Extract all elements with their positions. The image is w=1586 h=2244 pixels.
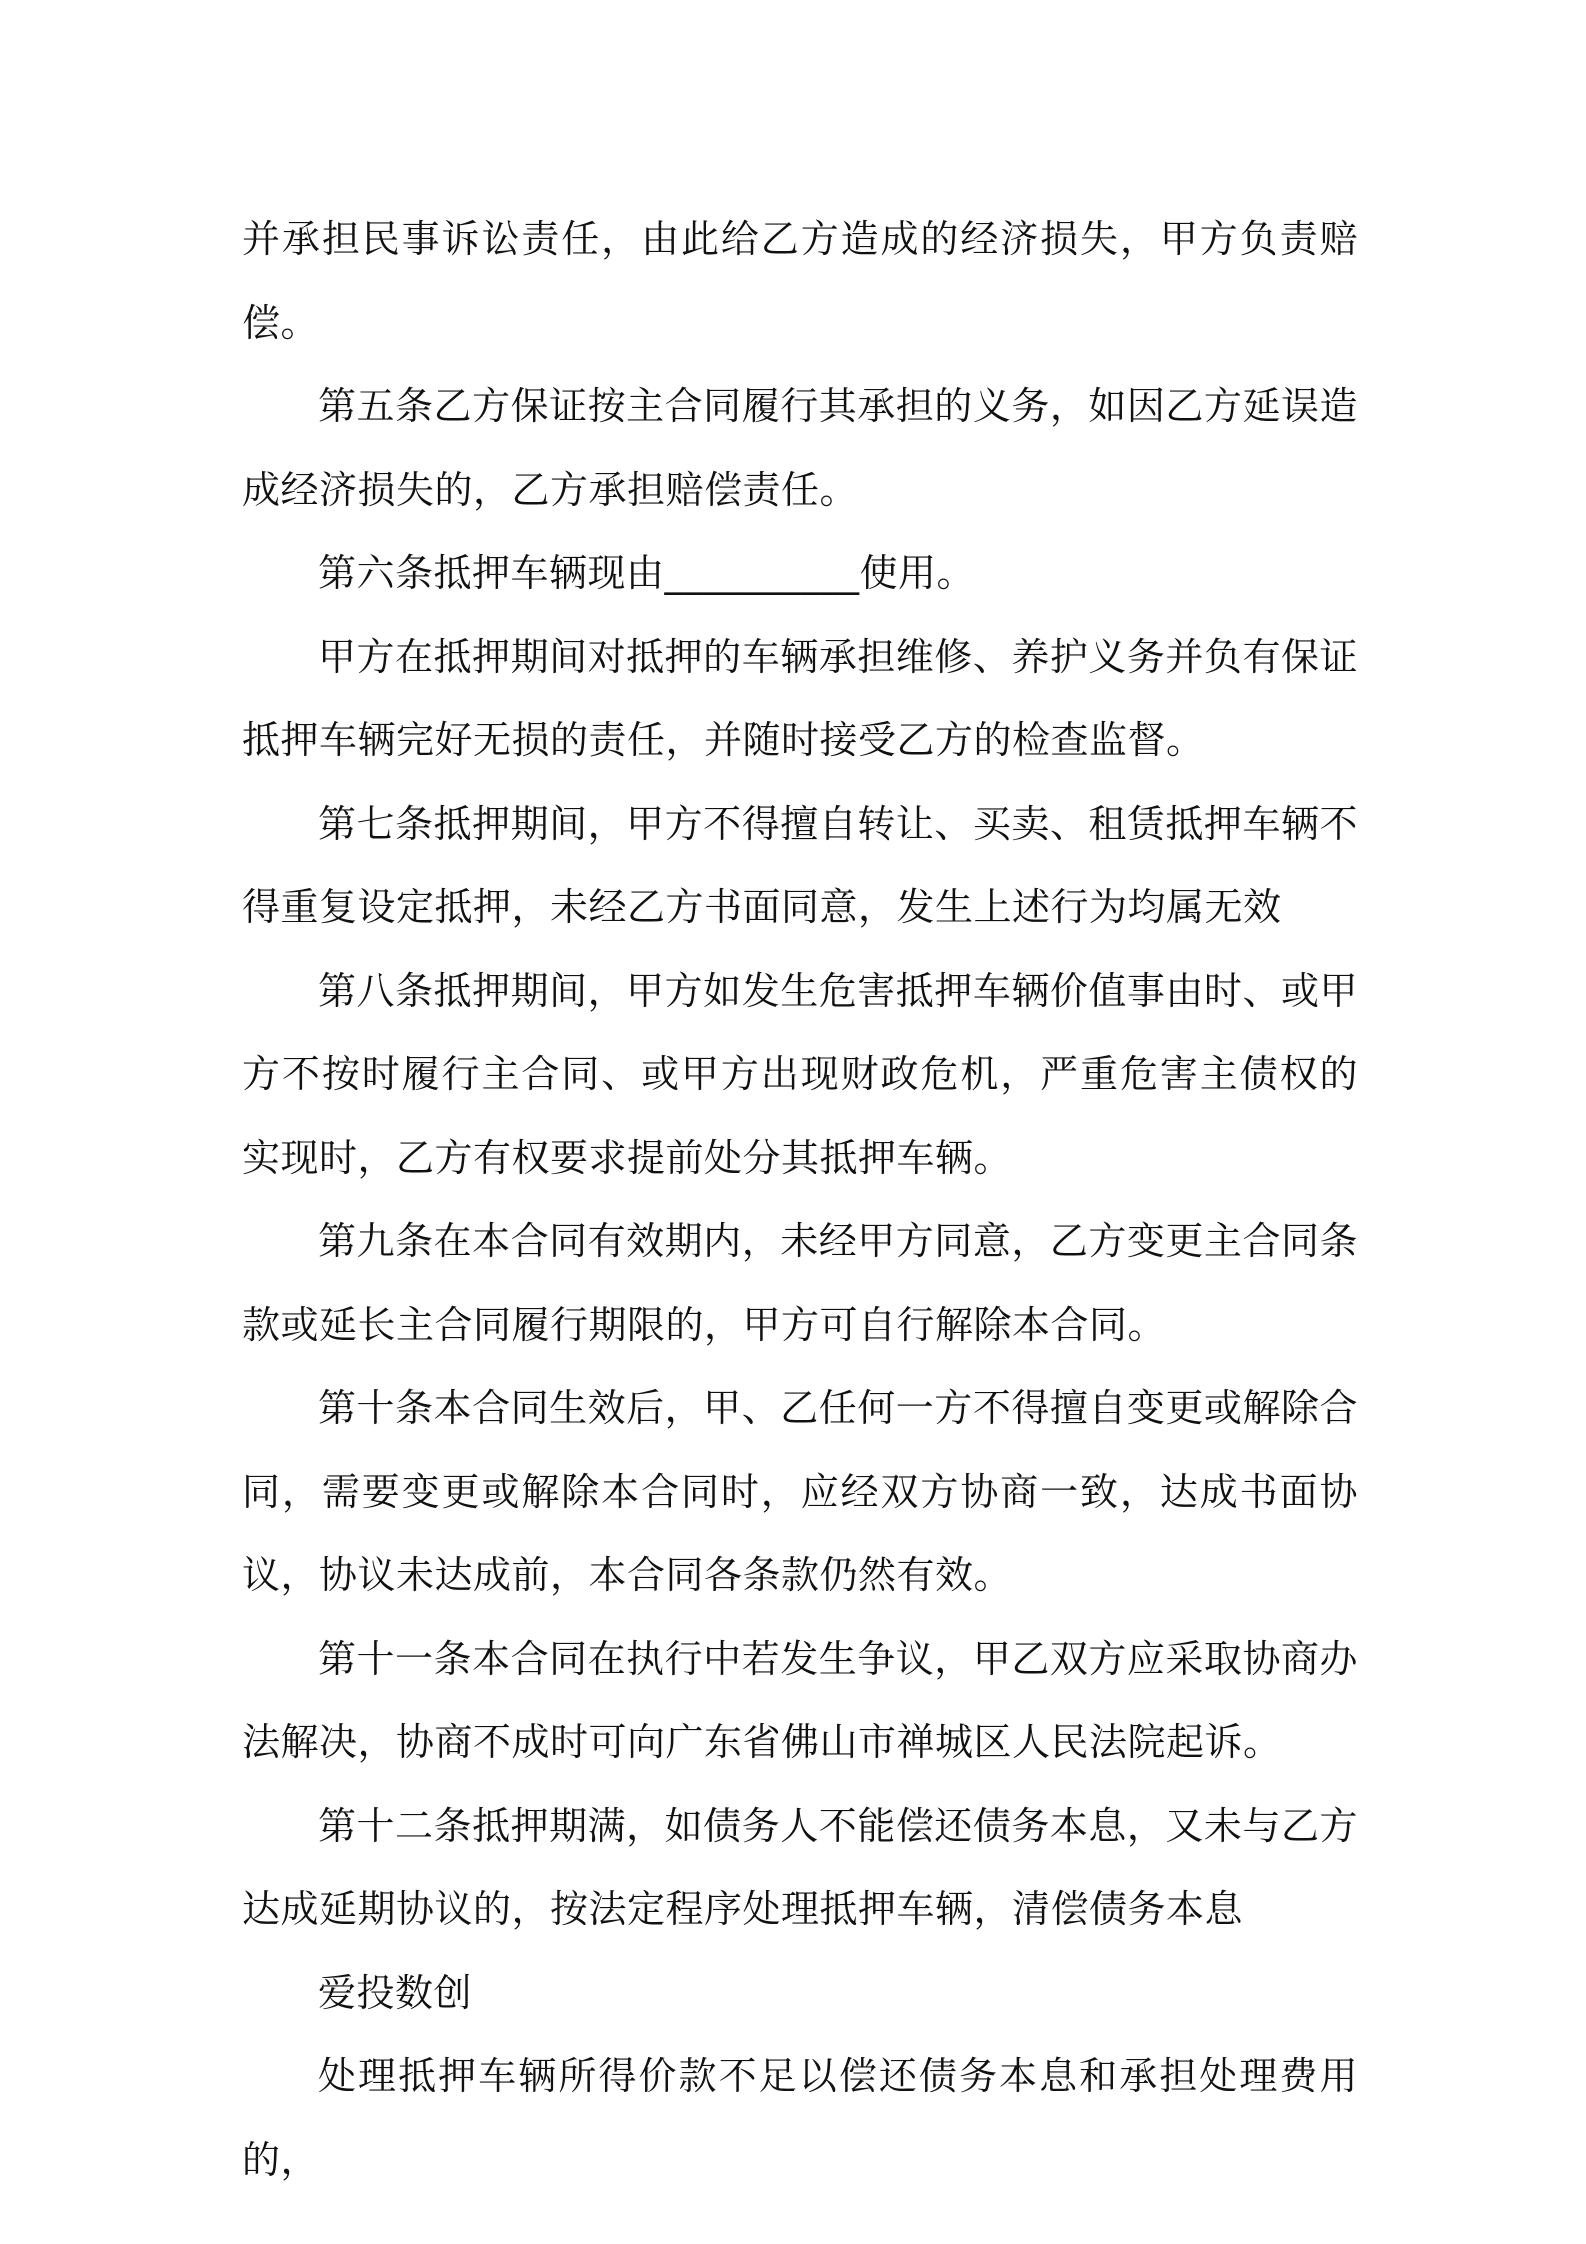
paragraph-article-7: 第七条抵押期间，甲方不得擅自转让、买卖、租赁抵押车辆不得重复设定抵押，未经乙方书面同意，发生上述行为均属无效 [242, 801, 1358, 929]
paragraph-article-11: 第十一条本合同在执行中若发生争议，甲乙双方应采取协商办法解决，协商不成时可向广东省佛山市禅城区人民法院起诉。 [242, 1636, 1358, 1764]
paragraph-insufficient-proceeds: 处理抵押车辆所得价款不足以偿还债务本息和承担处理费用的， [242, 2054, 1358, 2182]
paragraph-article-12: 第十二条抵押期满，如债务人不能偿还债务本息，又未与乙方达成延期协议的，按法定程序处理抵押车辆，清偿债务本息 [242, 1803, 1358, 1931]
paragraph-article-5: 第五条乙方保证按主合同履行其承担的义务，如因乙方延误造成经济损失的，乙方承担赔偿责任。 [242, 384, 1358, 512]
contract-text [242, 198, 1358, 2202]
paragraph-watermark-text: 爱投数创 [318, 1970, 473, 2015]
paragraph-continuation: 并承担民事诉讼责任，由此给乙方造成的经济损失，甲方负责赔偿。 [242, 217, 1358, 345]
paragraph-article-10: 第十条本合同生效后，甲、乙任何一方不得擅自变更或解除合同，需要变更或解除本合同时，应经双方协商一致，达成书面协议，协议未达成前，本合同各条款仍然有效。 [242, 1386, 1358, 1597]
paragraph-article-8: 第八条抵押期间，甲方如发生危害抵押车辆价值事由时、或甲方不按时履行主合同、或甲方出现财政危机，严重危害主债权的实现时，乙方有权要求提前处分其抵押车辆。 [242, 968, 1358, 1180]
paragraph-article-9: 第九条在本合同有效期内，未经甲方同意，乙方变更主合同条款或延长主合同履行期限的，甲方可自行解除本合同。 [242, 1219, 1358, 1347]
paragraph-article-6: 第六条抵押车辆现由__________使用。 [318, 551, 976, 595]
paragraph-maintenance: 甲方在抵押期间对抵押的车辆承担维修、养护义务并负有保证抵押车辆完好无损的责任，并随时接受乙方的检查监督。 [242, 634, 1358, 762]
